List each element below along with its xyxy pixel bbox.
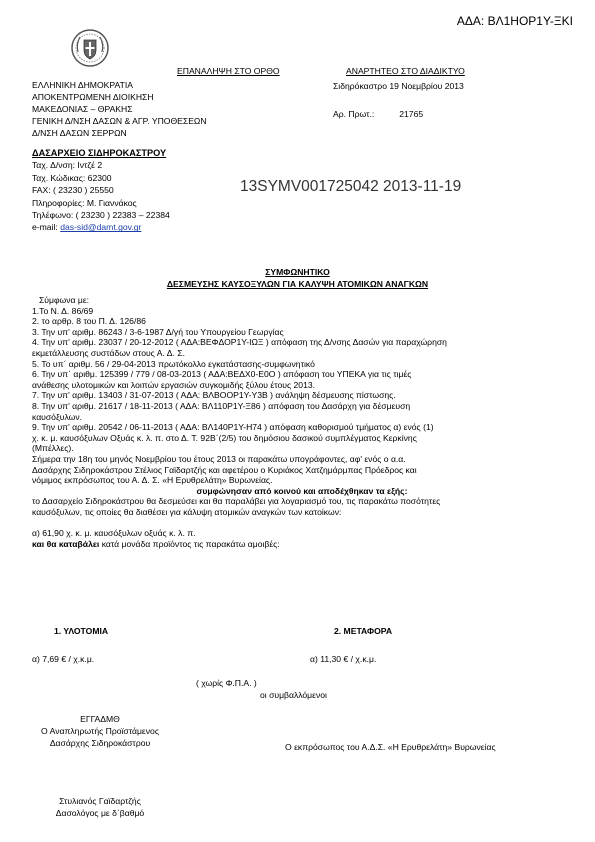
greek-coat-of-arms-icon: [70, 28, 110, 68]
office-line: Ταχ. Κώδικας: 62300: [32, 172, 112, 183]
sender-block: [32, 80, 207, 140]
reference-item: καυσόξυλων.: [32, 411, 83, 422]
forester-signature-block: [0, 714, 200, 750]
today-line: Δασάρχης Σιδηροκάστρου Στέλιος Γαϊδαρτζής και αφετέρου ο Κυριάκος Χατζημάρμπας Πρόεδρος και: [32, 464, 417, 475]
title-line-1: ΣΥΜΦΩΝΗΤΙΚΟ: [265, 267, 330, 277]
transport-heading: 2. ΜΕΤΑΦΟΡΑ: [334, 626, 393, 636]
office-line: Πληροφορίες: Μ. Γιαννάκος: [32, 197, 137, 208]
reference-item: 5. Το υπ΄ αριθμ. 56 / 29-04-2013 πρωτόκολλο εγκατάστασης-συμφωνητικό: [32, 358, 315, 369]
reference-item: 9. Την υπ' αριθμ. 20542 / 06-11-2013 ( ΑΔΑ: ΒΛ140Ρ1Υ-Η74 ) απόφαση καθορισμού τμήματος α) ενός (1): [32, 422, 434, 433]
reference-item: ανάθεσης υλοτομικών και λοιπών εργασιών συγκομιδής ξύλου έτους 2013.: [32, 379, 316, 390]
registry-stamp: 13SYMV001725042 2013-11-19: [240, 178, 462, 195]
reference-item: 3. Την υπ' αριθμ. 86243 / 3-6-1987 Δ/γή του Υπουργείου Γεωργίας: [32, 326, 284, 337]
office-line: Ταχ. Δ/νση: Ιντζέ 2: [32, 160, 103, 171]
sender-line: ΜΑΚΕΔΟΝΙΑΣ – ΘΡΑΚΗΣ: [32, 104, 133, 114]
sender-line: ΕΛΛΗΝΙΚΗ ΔΗΜΟΚΡΑΤΙΑ: [32, 80, 133, 90]
email-label: e-mail:: [32, 222, 61, 233]
office-line: Τηλέφωνο: ( 23230 ) 22383 – 22384: [32, 209, 170, 220]
internet-posting-notice: ΑΝΑΡΤΗΤΕΟ ΣΤΟ ΔΙΑΔΙΚΤΥΟ: [346, 66, 465, 76]
protocol-value: 21765: [399, 109, 424, 119]
signature-line: ΕΓΓΑΔΜΘ: [80, 714, 120, 724]
quantity-line: α) 61,90 χ. κ. μ. καυσόξυλων οξυάς κ. λ. π.: [32, 528, 196, 539]
title-line-2: ΔΕΣΜΕΥΣΗΣ ΚΑΥΣΟΞΥΛΩΝ ΓΙΑ ΚΑΛΥΨΗ ΑΤΟΜΙΚΩΝ ΑΝΑΓΚΩΝ: [166, 279, 429, 289]
reference-item: 7. Την υπ' αριθμ. 13403 / 31-07-2013 ( ΑΔΑ: ΒΛΒΟΟΡ1Υ-Υ3Β ) ανάληψη δέσμευσης πίστωσης.: [32, 390, 396, 401]
according-heading: Σύμφωνα με:: [39, 295, 90, 305]
signer-title: Δασολόγος με δ΄βαθμό: [55, 808, 145, 818]
document-body: [32, 295, 572, 549]
signature-line: Δασάρχης Σιδηροκάστρου: [49, 738, 151, 748]
email-link[interactable]: das-sid@damt.gov.gr: [60, 222, 142, 233]
reference-item: 6. Την υπ΄ αριθμ. 125399 / 779 / 08-03-2013 ( ΑΔΑ:ΒΕΔΧ0-Ε0Ο ) απόφαση του ΥΠΕΚΑ για τις τιμές: [32, 369, 412, 380]
place-date: Σιδηρόκαστρο 19 Νοεμβρίου 2013: [333, 81, 464, 91]
logging-heading: 1. ΥΛΟΤΟΜΙΑ: [54, 626, 109, 636]
repost-notice: ΕΠΑΝΑΛΗΨΗ ΣΤΟ ΟΡΘΟ: [177, 66, 280, 76]
reference-item: 8. Την υπ' αριθμ. 21617 / 18-11-2013 ( ΑΔΑ: ΒΛ110Ρ1Υ-Ξ86 ) απόφαση του Δασάρχη για δέσμευση: [32, 400, 411, 411]
reference-item: εκμετάλλευσης συστάδων στους Α. Δ. Σ.: [32, 347, 185, 358]
reference-item: (Μπέλλες).: [32, 443, 74, 454]
signer-name: Στυλιανός Γαϊδαρτζής: [59, 796, 141, 806]
document-title: [0, 267, 595, 291]
payment-rest: κατά μονάδα προϊόντος τις παρακάτω αμοιβές:: [99, 538, 280, 549]
signature-line: Ο Αναπληρωτής Προϊστάμενος: [41, 726, 159, 736]
office-name: ΔΑΣΑΡΧΕΙΟ ΣΙΔΗΡΟΚΑΣΤΡΟΥ: [32, 148, 167, 158]
transport-price: α) 11,30 € / χ.κ.μ.: [310, 654, 377, 664]
cooperative-signature: Ο εκπρόσωπος του Α.Δ.Σ. «Η Ερυθρελάτη» Βυρωνείας: [285, 742, 496, 752]
email-line: [32, 222, 170, 234]
office-line: FAX: ( 23230 ) 25550: [32, 185, 114, 196]
signer-name-block: [0, 796, 200, 820]
protocol-label: Αρ. Πρωτ.:: [333, 109, 375, 119]
today-line: νόμιμος εκπρόσωπος του Α. Δ. Σ. «Η Ερυθρελάτη» Βυρωνείας.: [32, 475, 273, 486]
office-block: [32, 148, 170, 235]
contractors-label: οι συμβαλλόμενοι: [260, 690, 327, 700]
agree-line: το Δασαρχείο Σιδηροκάστρου θα δεσμεύσει και θα παραλάβει για λογαριασμό του, τις παρακάτω ποσότητες: [32, 496, 441, 507]
logging-price: α) 7,69 € / χ.κ.μ.: [32, 654, 95, 664]
agreed-heading: συμφώνησαν από κοινού και αποδέχθηκαν τα εξής:: [196, 485, 408, 496]
reference-item: χ. κ. μ. καυσόξυλων Οξυάς κ. λ. π. στο Δ. Τ. 92Β΄(2/5) του δημόσιου δασικού συμπλέγματος Κερκίνης: [32, 432, 417, 443]
reference-item: 4. Την υπ' αριθμ. 23037 / 20-12-2012 ( ΑΔΑ:ΒΕΦΔΟΡ1Υ-ΙΩΞ ) απόφαση της Δ/νσης Δασών για παραχώρηση: [32, 337, 447, 348]
sender-line: Δ/ΝΣΗ ΔΑΣΩΝ ΣΕΡΡΩΝ: [32, 128, 127, 138]
spacer: [32, 517, 572, 528]
vat-note: ( χωρίς Φ.Π.Α. ): [196, 678, 257, 688]
sender-line: ΓΕΝΙΚΗ Δ/ΝΣΗ ΔΑΣΩΝ & ΑΓΡ. ΥΠΟΘΕΣΕΩΝ: [32, 116, 207, 126]
reference-item: 2. το αρθρ. 8 του Π. Δ. 126/86: [32, 316, 146, 327]
protocol-number: [333, 109, 423, 119]
payment-line: [32, 539, 572, 550]
payment-bold: και θα καταβάλει: [32, 538, 100, 549]
reference-item: 1.Το Ν. Δ. 86/69: [32, 305, 94, 316]
ada-code: ΑΔΑ: ΒΛ1ΗΟΡ1Υ-ΞΚΙ: [456, 14, 573, 28]
sender-line: ΑΠΟΚΕΝΤΡΩΜΕΝΗ ΔΙΟΙΚΗΣΗ: [32, 92, 154, 102]
agree-line: καυσόξυλων, τις οποίες θα διαθέσει για κάλυψη ατομικών αναγκών των κατοίκων:: [32, 506, 342, 517]
today-line: Σήμερα την 18η του μηνός Νοεμβρίου του έτους 2013 οι παρακάτω υπογράφοντες, αφ' ενός ο α.α.: [32, 453, 406, 464]
